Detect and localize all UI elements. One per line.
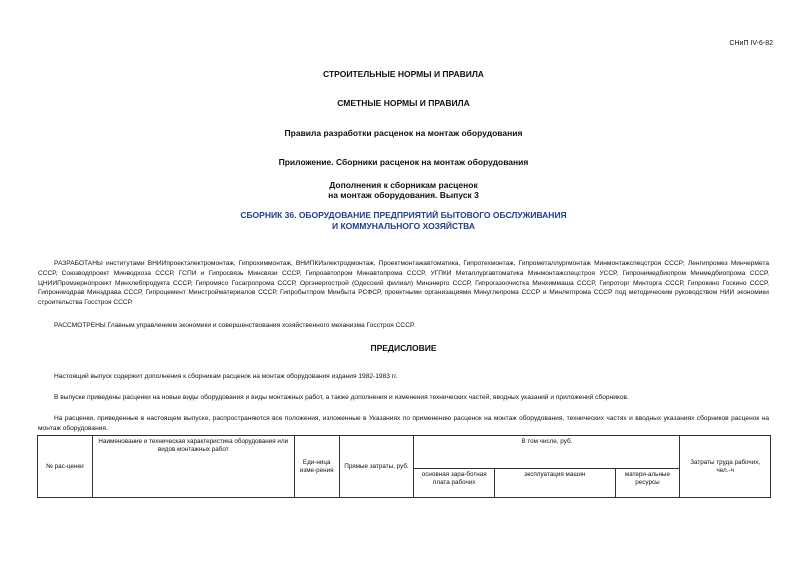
preface-text-1: Настоящий выпуск содержит дополнения к сборникам расценок на монтаж оборудования издания 1982-1983 гг. <box>54 373 398 380</box>
title-additions-line2: на монтаж оборудования. Выпуск 3 <box>328 190 479 200</box>
preface-text-2: В выпуске приведены расценки на новые виды оборудования и виды монтажных работ, а также дополнения и изменения технических частей, вводных указаний и приложений сборников. <box>54 394 629 401</box>
rates-table-header <box>37 435 771 498</box>
developed-text: РАЗРАБОТАНЫ институтами ВНИИпроектэлектромонтаж, Гипрохиммонтаж, ВНИПКИэлектродмонтаж, Проектмонтажавтоматика, Гипротехмонтаж, Гипрометаллургмонтаж Минмонтажспецстроя СССР; Ленгипромез Минчермета СССР, Союзводпроект Минводхоза СССР, ГСПИ и Гипросвязь Минсвязи СССР, Гипроавтопром Минавтопрома СССР, УГПКИ Металлургавтоматика Минмонтажспецстроя УССР, Гипронимедбиопром Минмедбиопрома СССР, ЦНИИПромзернопроект Минхлебпродукта СССР, Гипромясо Госагропрома СССР, Оргэнергострой (Одесский филиал) Минэнерго СССР, Гипрогазоочистка Минхиммаша СССР, Гипроторг Минторга СССР, Гипрокино Госкино СССР, Гипронииздрав Минздрава СССР, Гипроцемент Минстройматериалов СССР, Гипробытпром Минбыта РСФСР, проектными организациями Минуглепрома СССР и Минлегпрома СССР под методическим руководством НИИ экономики строительства Госстроя СССР. <box>38 260 769 307</box>
col-including: В том числе, руб. <box>414 436 680 469</box>
title-additions-line1: Дополнения к сборникам расценок <box>329 180 478 190</box>
col-rate-number: № рас-ценки <box>38 436 93 498</box>
collection-title-line2: И КОММУНАЛЬНОГО ХОЗЯЙСТВА <box>332 221 475 231</box>
preface-heading: ПРЕДИСЛОВИЕ <box>370 343 437 353</box>
title-estimate-norms: СМЕТНЫЕ НОРМЫ И ПРАВИЛА <box>337 98 470 108</box>
collection-title-line1: СБОРНИК 36. ОБОРУДОВАНИЕ ПРЕДПРИЯТИЙ БЫТОВОГО ОБСЛУЖИВАНИЯ <box>240 210 567 220</box>
sub-col-machines: эксплуатация машин <box>495 469 616 498</box>
reviewed-text: РАССМОТРЕНЫ Главным управлением экономики и совершенствования хозяйственного механизма Госстроя СССР. <box>54 322 415 329</box>
sub-col-materials: матери-альные ресурсы <box>615 469 680 498</box>
sub-col-wages: основная зара-ботная плата рабочих <box>414 469 495 498</box>
preface-text-3: На расценки, приведенные в настоящем выпуске, распространяются все положения, изложенные в Указаниях по применению расценок на монтаж оборудования, технических частях и вводных указаниях сборников расценок на монтаж оборудования. <box>38 415 769 432</box>
title-building-norms: СТРОИТЕЛЬНЫЕ НОРМЫ И ПРАВИЛА <box>323 69 484 79</box>
preface-paragraph-2 <box>38 393 769 403</box>
title-appendix: Приложение. Сборники расценок на монтаж оборудования <box>278 157 529 167</box>
title-rules: Правила разработки расценок на монтаж оборудования <box>284 128 523 138</box>
col-direct-costs: Прямые затраты, руб. <box>339 436 414 498</box>
col-labor-costs: Затраты труда рабочих, чел.-ч <box>680 436 771 498</box>
col-unit: Еди-ница изме-рения <box>294 436 339 498</box>
col-name: Наименование и техническая характеристика оборудования или видов монтажных работ <box>92 436 294 498</box>
preface-paragraph-1 <box>38 372 769 382</box>
preface-paragraph-3 <box>38 414 769 434</box>
developed-paragraph <box>38 259 769 308</box>
reviewed-paragraph <box>38 321 769 331</box>
document-code: СНиП IV-6-82 <box>729 40 773 47</box>
